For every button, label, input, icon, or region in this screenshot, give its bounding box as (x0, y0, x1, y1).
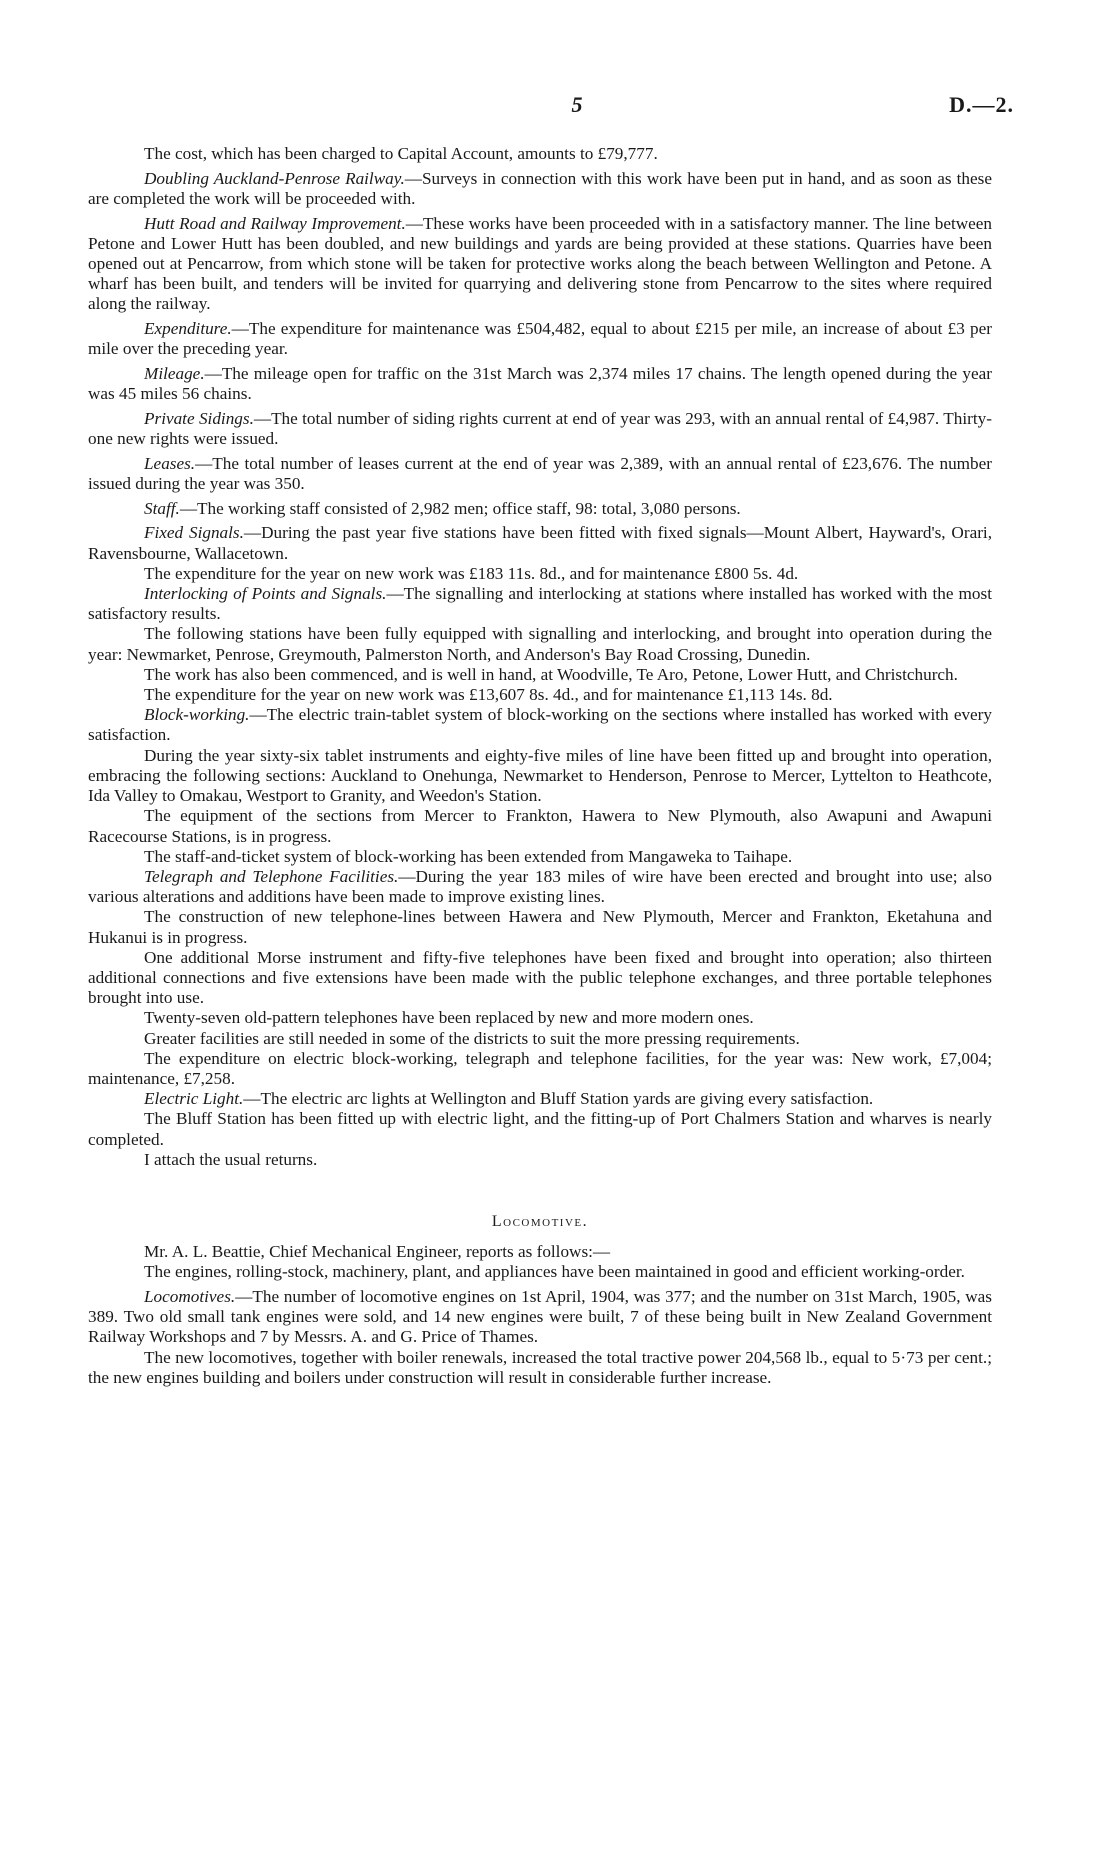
paragraph-text: Twenty-seven old-pattern telephones have been replaced by new and more modern ones. (144, 1008, 754, 1028)
paragraph-text: One additional Morse instrument and fifty-five telephones have been fixed and brought into operation; also thirteen additional connections and five extensions have been made with the public telephone exchanges, and three portable telephones brought into use. (88, 947, 992, 1008)
paragraph (88, 1242, 992, 1262)
paragraph-lead: Locomotives. (144, 1287, 236, 1307)
paragraph-text: —The mileage open for traffic on the 31st March was 2,374 miles 17 chains. The length opened during the year was 45 miles 56 chains. (88, 364, 992, 404)
paragraph (88, 1262, 992, 1282)
paragraph-text: —During the past year five stations have been fitted with fixed signals—Mount Albert, Hayward's, Orari, Ravensbourne, Wallacetown. (88, 523, 992, 563)
paragraph-text: The expenditure for the year on new work was £183 11s. 8d., and for maintenance £800 5s. 4d. (144, 563, 799, 583)
paragraph-lead: Private Sidings. (144, 408, 254, 428)
paragraph-text: —The electric train-tablet system of block-working on the sections where installed has worked with every satisfaction. (88, 705, 992, 745)
paragraph-text: The staff-and-ticket system of block-working has been extended from Mangaweka to Taihape. (144, 846, 793, 866)
paragraph-list (88, 144, 992, 1170)
report-body (88, 144, 992, 1388)
paragraph (88, 1029, 992, 1049)
paragraph-text: The engines, rolling-stock, machinery, plant, and appliances have been maintained in good and efficient working-order. (144, 1262, 965, 1282)
paragraph-text: —The total number of leases current at the end of year was 2,389, with an annual rental of £23,676. The number issued during the year was 350. (88, 453, 992, 494)
paragraph (88, 1049, 992, 1089)
paragraph (88, 1089, 992, 1109)
paragraph (88, 847, 992, 867)
paragraph-text: —The number of locomotive engines on 1st April, 1904, was 377; and the number on 31st March, 1905, was 389. Two old small tank engines were sold, and 14 new engines were built, 7 of these being built in New Zealand Government Railway Workshops and 7 by Messrs. A. and G. Price of Thames. (88, 1287, 992, 1347)
paragraph (88, 867, 992, 907)
paragraph (88, 705, 992, 745)
paragraph-text: The expenditure for the year on new work was £13,607 8s. 4d., and for maintenance £1,113 14s. 8d. (144, 685, 833, 705)
section-heading: Locomotive. (491, 1212, 589, 1230)
section-paragraph-list (88, 1242, 992, 1388)
paragraph-text: —The signalling and interlocking at stations where installed has worked with the most satisfactory results. (88, 584, 992, 624)
paragraph-text: Greater facilities are still needed in some of the districts to suit the more pressing requirements. (144, 1028, 800, 1048)
paragraph (88, 523, 992, 563)
paragraph-text: The following stations have been fully equipped with signalling and interlocking, and brought into operation during the year: Newmarket, Penrose, Greymouth, Palmerston North, and Anderson's Bay Road Crossing, Dunedin. (88, 624, 992, 664)
paragraph (88, 1109, 992, 1149)
paragraph-lead: Mileage. (144, 364, 205, 384)
paragraph (88, 624, 992, 664)
paragraph-text: The expenditure on electric block-working, telegraph and telephone facilities, for the year was: New work, £7,004; maintenance, £7,258. (88, 1048, 992, 1088)
paragraph (88, 409, 992, 449)
document-reference: D.—2. (949, 92, 1014, 117)
paragraph (88, 564, 992, 584)
paragraph-lead: Electric Light. (144, 1089, 244, 1109)
paragraph (88, 806, 992, 846)
paragraph-lead: Interlocking of Points and Signals. (144, 584, 387, 604)
paragraph (88, 499, 992, 519)
paragraph-text: —The total number of siding rights current at end of year was 293, with an annual rental of £4,987. Thirty-one new rights were issued. (88, 408, 992, 449)
paragraph-text: During the year sixty-six tablet instruments and eighty-five miles of line have been fitted up and brought into operation, embracing the following sections: Auckland to Onehunga, Newmarket to Henderson, Penrose to Mercer, Lyttelton to Heathcote, Ida Valley to Omakau, Westport to Granity, and Weedon's Station. (88, 745, 992, 806)
paragraph (88, 584, 992, 624)
paragraph-text: Mr. A. L. Beattie, Chief Mechanical Engineer, reports as follows:— (144, 1242, 611, 1262)
paragraph-text: —During the year 183 miles of wire have been erected and brought into use; also various alterations and additions have been made to improve existing lines. (88, 866, 992, 907)
paragraph (88, 319, 992, 359)
paragraph (88, 907, 992, 947)
paragraph (88, 948, 992, 1009)
paragraph-lead: Block-working. (144, 705, 250, 725)
paragraph (88, 364, 992, 404)
paragraph-text: —The expenditure for maintenance was £504,482, equal to about £215 per mile, an increase of about £3 per mile over the preceding year. (88, 319, 992, 359)
paragraph-text: The construction of new telephone-lines between Hawera and New Plymouth, Mercer and Frankton, Eketahuna and Hukanui is in progress. (88, 907, 992, 947)
paragraph-text: The new locomotives, together with boiler renewals, increased the total tractive power 204,568 lb., equal to 5·73 per cent.; the new engines building and boilers under construction will result in considerable further increase. (88, 1347, 992, 1387)
paragraph (88, 665, 992, 685)
paragraph-lead: Telegraph and Telephone Facilities. (144, 866, 399, 886)
paragraph-lead: Fixed Signals. (144, 523, 244, 543)
paragraph (88, 169, 992, 209)
paragraph-text: The equipment of the sections from Mercer to Frankton, Hawera to New Plymouth, also Awapuni and Awapuni Racecourse Stations, is in progress. (88, 806, 992, 846)
paragraph-text: —These works have been proceeded with in a satisfactory manner. The line between Petone and Lower Hutt has been doubled, and new buildings and yards are being provided at these stations. Quarries have been opened out at Pencarrow, from which stone will be taken for protective works along the beach between Wellington and Petone. A wharf has been built, and tenders will be invited for quarrying and delivering stone from Pencarrow to the sites where required along the railway. (88, 213, 992, 314)
paragraph-text: The work has also been commenced, and is well in hand, at Woodville, Te Aro, Petone, Lower Hutt, and Christchurch. (144, 664, 958, 684)
paragraph (88, 1287, 992, 1348)
paragraph-lead: Hutt Road and Railway Improvement. (144, 213, 406, 233)
paragraph (88, 746, 992, 807)
paragraph-lead: Leases. (144, 453, 196, 473)
paragraph (88, 144, 992, 164)
paragraph-lead: Expenditure. (144, 319, 232, 339)
paragraph (88, 454, 992, 494)
paragraph (88, 1348, 992, 1388)
paragraph (88, 685, 992, 705)
paragraph-text: I attach the usual returns. (144, 1149, 318, 1169)
paragraph-lead: Doubling Auckland-Penrose Railway. (144, 168, 405, 188)
paragraph (88, 1008, 992, 1028)
paragraph-text: The Bluff Station has been fitted up with electric light, and the fitting-up of Port Chalmers Station and wharves is nearly completed. (88, 1109, 992, 1149)
page-number: 5 (571, 92, 583, 117)
page-header (140, 92, 1014, 124)
paragraph-text: —The electric arc lights at Wellington and Bluff Station yards are giving every satisfaction. (243, 1089, 874, 1109)
paragraph (88, 1150, 992, 1170)
paragraph-text: —Surveys in connection with this work have been put in hand, and as soon as these are completed the work will be proceeded with. (88, 168, 992, 208)
paragraph (88, 214, 992, 315)
paragraph-lead: Staff. (144, 498, 180, 518)
paragraph-text: —The working staff consisted of 2,982 men; office staff, 98: total, 3,080 persons. (179, 498, 741, 518)
paragraph-text: The cost, which has been charged to Capital Account, amounts to £79,777. (144, 144, 658, 163)
